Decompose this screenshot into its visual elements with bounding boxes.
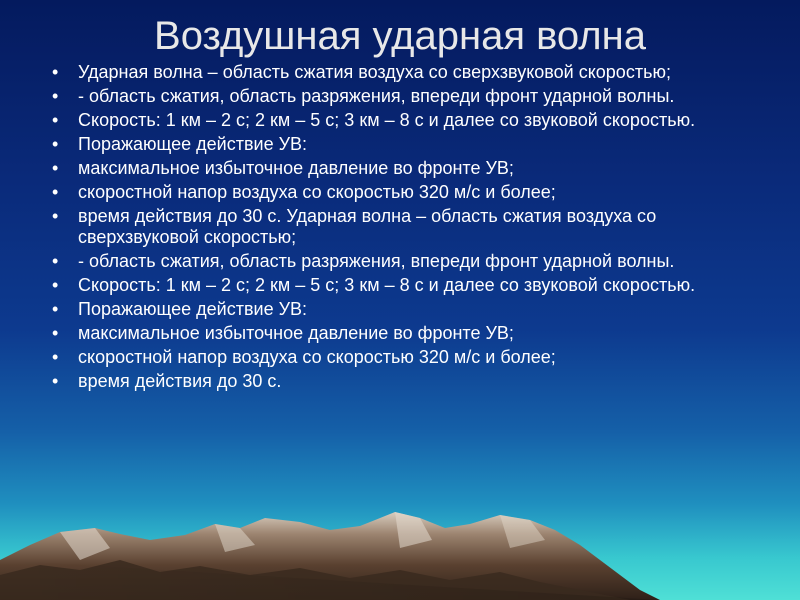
bullet-text: время действия до 30 с. [78,371,282,391]
slide-title: Воздушная ударная волна [154,14,646,58]
bullet-text: Ударная волна – область сжатия воздуха со сверхзвуковой скоростью; [78,62,671,82]
bullet-text: Поражающее действие УВ: [78,134,308,154]
bullet-dot-icon: • [52,86,59,106]
bullet-dot-icon: • [52,206,59,226]
bullet-text: скоростной напор воздуха со скоростью 320 м/с и более; [78,347,556,367]
bullet-dot-icon: • [52,110,59,130]
bullet-dot-icon: • [52,371,59,391]
bullet-dot-icon: • [52,323,59,343]
bullet-dot-icon: • [52,347,59,367]
bullet-dot-icon: • [52,158,59,178]
bullet-item [50,299,750,320]
bullet-dot-icon: • [52,134,59,154]
bullet-item [50,347,750,368]
bullet-item [50,371,750,392]
bullet-text: максимальное избыточное давление во фронте УВ; [78,323,514,343]
bullet-dot-icon: • [52,251,59,271]
bullet-text: - область сжатия, область разряжения, впереди фронт ударной волны. [78,86,675,106]
bullet-item [50,134,750,155]
bullet-dot-icon: • [52,299,59,319]
bullet-dot-icon: • [52,62,59,82]
bullet-text: максимальное избыточное давление во фронте УВ; [78,158,514,178]
bullet-item [50,275,750,296]
bullet-text: время действия до 30 с. Ударная волна – область сжатия воздуха со сверхзвуковой скоростью; [78,206,657,247]
bullet-dot-icon: • [52,182,59,202]
bullet-item [50,86,750,107]
bullet-item [50,206,750,248]
bullet-text: Поражающее действие УВ: [78,299,308,319]
bullet-dot-icon: • [52,275,59,295]
bullet-text: Скорость: 1 км – 2 с; 2 км – 5 с; 3 км – 8 с и далее со звуковой скоростью. [78,110,696,130]
bullet-text: Скорость: 1 км – 2 с; 2 км – 5 с; 3 км – 8 с и далее со звуковой скоростью. [78,275,696,295]
bullet-item [50,182,750,203]
bullet-item [50,110,750,131]
bullet-text: скоростной напор воздуха со скоростью 320 м/с и более; [78,182,556,202]
bullet-item [50,62,750,83]
bullet-item [50,251,750,272]
bullet-list [50,62,750,395]
bullet-text: - область сжатия, область разряжения, впереди фронт ударной волны. [78,251,675,271]
bullet-item [50,158,750,179]
bullet-item [50,323,750,344]
